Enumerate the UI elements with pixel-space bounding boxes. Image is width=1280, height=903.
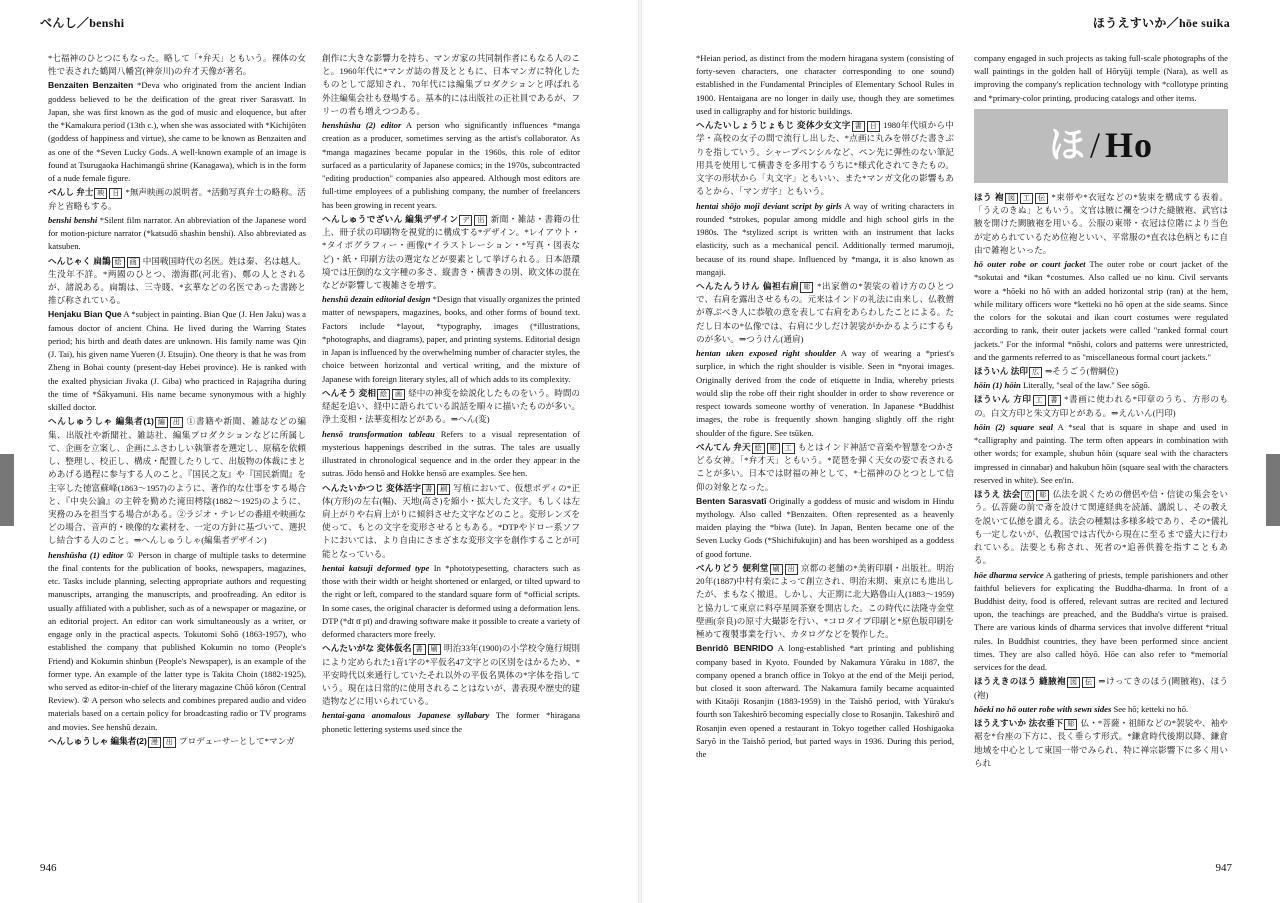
dictionary-entry bbox=[696, 280, 954, 346]
dictionary-entry bbox=[48, 415, 306, 547]
field-label-badge: デ bbox=[459, 215, 472, 226]
entry-headword: hentai-gana anomalous Japanese syllabary bbox=[322, 710, 490, 721]
entry-headword: hōe dharma service bbox=[974, 569, 1044, 580]
dictionary-entry bbox=[696, 562, 954, 641]
entry-headword: ほうえすいか 法衣垂下 bbox=[974, 718, 1064, 729]
dictionary-entry bbox=[696, 495, 954, 561]
dictionary-entry bbox=[48, 255, 306, 308]
dictionary-entry bbox=[322, 52, 580, 118]
entry-definition: *七福神のひとつにもなった。略して「*弁天」ともいう。裸体の女性で表された鶴岡八幡宮(神奈川)の弁才天像が著名。 bbox=[48, 53, 306, 77]
dictionary-entry bbox=[322, 293, 580, 386]
entry-definition: Refers to a visual representation of mysterious happenings described in the sutras. The tales are usually illustrated in chronological sequence and in the order they appear in the sutras. Jōdo hensō and Hokke hensō are examples. See hen. bbox=[322, 428, 580, 479]
section-header-ho bbox=[974, 109, 1228, 183]
entry-headword: hentai shōjo moji deviant script by girls bbox=[696, 200, 842, 211]
field-label-badge: 絵 bbox=[112, 257, 125, 268]
entry-definition: ⇒けってきのほう(闕腋袍)、ほう(袍) bbox=[974, 676, 1228, 700]
field-label-badge: 日 bbox=[867, 121, 880, 132]
right-page bbox=[640, 0, 1280, 903]
entry-headword: へんしゅうでざいん 編集デザイン bbox=[322, 213, 459, 224]
entry-definition: 1980年代頃から中学・高校の女子の間で流行し出した、*点画に丸みを帯びた書きぶりを指していう。シャープペンシルなど、ペン先に弾性のない筆記用具を使用して横書きを多用するうちに*様式化されてきたもの。文字の形状から「丸文字」ともいい、また*マンガ文化の影響もあるとから、「マンガ字」ともいう。 bbox=[696, 120, 954, 197]
field-label-badge: 出 bbox=[474, 215, 487, 226]
entry-headword: Benridō BENRIDO bbox=[696, 643, 774, 654]
entry-headword: hōeki no hō outer robe with sewn sides bbox=[974, 703, 1112, 714]
field-label-badge: 刷 bbox=[770, 564, 783, 575]
column-top-entries bbox=[974, 52, 1228, 105]
entry-headword: hensō transformation tableau bbox=[322, 428, 435, 439]
dictionary-entry bbox=[974, 717, 1228, 770]
left-page-number: 946 bbox=[40, 862, 57, 874]
entry-headword: benshi benshi bbox=[48, 214, 98, 225]
entry-headword: へんじゃく 扁鵲 bbox=[48, 255, 111, 266]
field-label-badge: 彫 bbox=[767, 443, 780, 454]
dictionary-entry bbox=[322, 482, 580, 561]
entry-definition: 仏・*菩薩・祖師などの*袈裟や、袖や裾を*台座の下方に、長く垂らす形式。*鎌倉時代後期以降、鎌倉地域を中心として東国一帯でみられ、特に禅宗影響下に多く用いられ bbox=[974, 718, 1228, 768]
dictionary-entry bbox=[696, 52, 954, 118]
entry-definition: Literally, "seal of the law." See sōgō. bbox=[1020, 380, 1150, 391]
entry-definition: *無声映画の説明者。*活動写真弁士の略称。活弁と省略もする。 bbox=[48, 187, 306, 211]
entry-definition: もとはインド神話で音楽や智慧をつかさどる女神。「*弁才天」ともいう。*琵琶を弾く天女の姿で表されることが多い。日本では財福の神として、*七福神のひとつとして信仰の対象となった。 bbox=[696, 441, 954, 492]
entry-definition: 経中の神変を絵説化したものをいう。時間の経起を追い、経中に語られている説話を順々に描いたものが多い。浄土変相・法華変相などがある。⇒へん(変) bbox=[322, 387, 580, 425]
entry-definition: *Deva who originated from the ancient Indian goddess believed to be the deification of the great river Sarasvatī. In Japan, she was first known as the god of music and eloquence, but after the *Kamakura period (13th c.), when she was associated with *Kichijōten (goddess of happiness and virtue), she came to be known as Benzaiten and as one of the *Seven Lucky Gods. A well-known example of an image is found at Tsurugaoka Hachimangū shrine (Kanagawa), which is in the form of a nude female figure. bbox=[48, 80, 306, 184]
field-label-badge: 画 bbox=[392, 389, 405, 400]
field-label-badge: 書 bbox=[1048, 395, 1061, 406]
dictionary-entry bbox=[696, 642, 954, 761]
entry-headword: ほう 袍 bbox=[974, 191, 1004, 202]
entry-headword: hentai katsuji deformed type bbox=[322, 562, 430, 573]
entry-definition: *Design that visually organizes the printed matter of newspapers, magazines, books, and other forms of bound text. Factors include *layout, *typography, images (*illustrations, *photographs, and diagrams), paper, and printing systems. Editorial design in Japan is influenced by the overwhelming number of character styles, the choice between horizontal and vertical writing, and the mixture of Japanese with foreign literary styles, all of which adds to its complexity. bbox=[322, 294, 580, 384]
field-label-badge: 工 bbox=[782, 443, 795, 454]
right-column-1 bbox=[696, 52, 954, 844]
entry-definition: The outer robe or court jacket of the *sokutai and *ikan *costumes. Also called ue no kinu. Civil servants wore a *hōeki no hō with an added horizontal strip (ran) at the hem, while military officers wore *ketteki no hō open at the side seams. Since the colors for the sokutai and ikan court costumes were regulated according to rank, their outer jackets were called "ranked formal court jackets." For the informal *nōshi, colors and patterns were unrestricted, and the garments referred to as "miscellaneous formal court jackets." bbox=[974, 259, 1228, 362]
entry-headword: へんしゅうしゃ 編集者(2) bbox=[48, 735, 147, 746]
right-page-number: 947 bbox=[1215, 862, 1232, 874]
left-column-2 bbox=[322, 52, 580, 844]
dictionary-entry bbox=[322, 387, 580, 427]
field-label-badge: 刷 bbox=[428, 644, 441, 655]
field-label-badge: 映 bbox=[94, 188, 107, 199]
entry-headword: hōin (1) hōin bbox=[974, 380, 1021, 391]
entry-definition: A way of wearing a *priest's surplice, in which the right shoulder is visible. Seen in *nyorai images. Originally derived from the code of etiquette in India, whereby priests would slip the robe off their right shoulder in order to show reverence or respect towards someone worthy of veneration. In Japanese *Buddhist images, the robe is frequently shown hanging slightly off the right shoulder of the figure. See tsūken. bbox=[696, 348, 954, 438]
entry-definition: 京都の老舗の*美術印刷・出版社。明治20年(1887)中村有楽によって創立され、明治末期、東京にも進出したが、まもなく撤退。しかし、大正期に北大路魯山人(1883～1959)と協力して東京に料亭星岡茶寮を開店した。この時代に法隆寺金堂壁画(奈良)の原寸大撮影を行い、*コロタイプ印刷と*原色版印刷を極めて複製事業を行い、カタログなどを製作した。 bbox=[696, 562, 954, 640]
field-label-badge: 画 bbox=[127, 257, 140, 268]
entry-definition: *Silent film narrator. An abbreviation of the Japanese word for motion-picture narrator (*katsudō shashin benshi). Also abbreviated as katsuben. bbox=[48, 214, 306, 252]
dictionary-entry bbox=[322, 119, 580, 212]
dictionary-entry bbox=[974, 393, 1228, 419]
dictionary-entry bbox=[48, 52, 306, 78]
entry-headword: henshūsha (2) editor bbox=[322, 120, 402, 131]
field-label-badge: 編 bbox=[155, 417, 168, 428]
field-label-badge: 図 bbox=[1067, 677, 1080, 688]
entry-headword: べんてん 弁天 bbox=[696, 441, 751, 452]
dictionary-entry bbox=[974, 569, 1228, 675]
entry-headword: Benzaiten Benzaiten bbox=[48, 80, 134, 91]
left-column-1 bbox=[48, 52, 306, 844]
field-label-badge: 書 bbox=[852, 121, 865, 132]
field-label-badge: 広 bbox=[1021, 490, 1034, 501]
dictionary-entry bbox=[48, 186, 306, 212]
field-label-badge: 伝 bbox=[1035, 193, 1048, 204]
left-running-head: べんし／benshi bbox=[40, 16, 125, 30]
field-label-badge: 書 bbox=[422, 484, 435, 495]
section-header-kana: ほ bbox=[1048, 125, 1086, 166]
entry-definition: See hō; ketteki no hō. bbox=[1111, 703, 1189, 714]
entry-definition: 創作に大きな影響力を持ち、マンガ家の共同制作者にもなる人のこと。1960年代に*マンガ誌の普及とともに、日本マンガに特化したものとして認知され、70年代には編集プロダクションと呼ばれる外注編集会社も登場する。基本的には出版社の正社員であるが、フリーの者も増えつつある。 bbox=[322, 53, 580, 116]
entry-headword: Benten Sarasvatī bbox=[696, 495, 767, 506]
entry-definition: A long-established *art printing and publishing company based in Kyoto. Founded by Nakamura Yūraku in 1887, the company opened a branch office in Tokyo at the end of the Meiji period, but closed it soon afterward. The Nakamura family became acquainted with Kitaōji Rosanjin (1883-1959) in the Taishō period, with Yūraku's fourth son Takeshirō becoming especially close to Rosanjin. Takeshirō and Rosanjin even opened a restaurant in Tokyo together called Hoshigaoka Saryō in the Taishō period, but parted ways in 1936. During this period, the bbox=[696, 643, 954, 760]
right-thumb-index-tab bbox=[1266, 454, 1280, 526]
entry-definition: A way of writing characters in rounded *strokes, popular among middle and high school girls in the 1980s. The *stylized script is written with an instrument that lacks elasticity, such as a mechanical pencil. Additionally termed marumoji, because of its round shape. Influenced by *manga, it is also known as mangaji. bbox=[696, 200, 954, 277]
entry-definition: The former *hiragana phonetic lettering systems used since the bbox=[322, 710, 580, 734]
field-label-badge: 彫 bbox=[1036, 490, 1049, 501]
right-running-head: ほうえすいか／hōe suika bbox=[1092, 16, 1230, 30]
dictionary-entry bbox=[974, 258, 1228, 364]
entry-headword: べんりどう 便利堂 bbox=[696, 562, 769, 573]
field-label-badge: 彫 bbox=[800, 282, 813, 293]
dictionary-entry bbox=[48, 735, 306, 748]
field-label-badge: 伝 bbox=[1082, 677, 1095, 688]
dictionary-entry bbox=[322, 213, 580, 292]
entry-headword: henshū dezain editorial design bbox=[322, 294, 431, 305]
dictionary-entry bbox=[322, 709, 580, 735]
dictionary-entry bbox=[974, 421, 1228, 487]
entry-definition: ⇒そうごう(僧綱位) bbox=[1042, 365, 1119, 376]
field-label-badge: 出 bbox=[170, 417, 183, 428]
entry-definition: 写植において、仮想ボディの*正体(方形)の左右(幅)、天地(高さ)を縮小・拡大した文字。もしくは左肩上がりや右肩上がりに傾斜させた文字などのこと。変形レンズを使って、もとの文字を変形させるともある。*DTPやドロー系ソフトにおいては、より自由にさまざまな変形文字を創作することが可能となっている。 bbox=[322, 482, 580, 559]
dictionary-entry bbox=[696, 347, 954, 440]
field-label-badge: 図 bbox=[1005, 193, 1018, 204]
field-label-badge: 工 bbox=[1033, 395, 1046, 406]
field-label-badge: 漫 bbox=[148, 737, 161, 748]
field-label-badge: 出 bbox=[785, 564, 798, 575]
dictionary-entry bbox=[322, 642, 580, 708]
entry-headword: へんたいかつじ 変体活字 bbox=[322, 482, 422, 493]
section-header-slash: / bbox=[1089, 125, 1101, 166]
entry-definition: A gathering of priests, temple parishioners and other faithful believers for explicating the Buddha-dharma. In front of a Buddhist deity, food is offered, relevant sutras are recited and lectured upon, the teachings are preached, and the Buddha's virtue is praised. There are various kinds of dharma services that involve different *ritual rules. In Buddhist countries, they have been performed since ancient times. They are also called hōyō. Hōe can also refer to *memorial services for the dead. bbox=[974, 569, 1228, 673]
entry-definition: 中国戦国時代の名医。姓は秦、名は越人。生没年不詳。*两國のひとつ、渤海郡(河北省)、鄭の人とされるが、諸説ある。扁鵲は、三寺賤、*玄華などの名医であった書跡と推び称されている。 bbox=[48, 255, 306, 306]
entry-headword: へんそう 変相 bbox=[322, 387, 376, 398]
dictionary-entry bbox=[48, 214, 306, 254]
entry-definition: *Heian period, as distinct from the modern hiragana system (consisting of forty-seven characters, one character corresponding to one sound) established in the Fundamental Principles of Elementary School Rules in 1900. Hentaigana are no longer in daily use, though they are sometimes used in calligraphy and for historic buildings. bbox=[696, 53, 954, 116]
entry-definition: company engaged in such projects as taking full-scale photographs of the wall paintings in the golden hall of Hōryūji temple (Nara), as well as improving the company's replication technology with *collotype printing and *primary-color printing, producing catalogs and other items. bbox=[974, 53, 1228, 103]
field-label-badge: 書 bbox=[413, 644, 426, 655]
entry-headword: ほうえ 法会 bbox=[974, 489, 1021, 500]
entry-definition: A person who significantly influences *manga creation as a producer, sometimes serving as the artist's collaborator. As *manga magazines became popular in the 1960s, this role of editor surfaced as a particularity of Japanese comics; in the 1970s, subcontracted "editing production" companies also appeared. Although most editors are full-time employees of a publishing company, the number of freelancers has been growing in recent years. bbox=[322, 120, 580, 210]
entry-headword: へんたいがな 変体仮名 bbox=[322, 643, 412, 654]
entry-headword: べんし 弁士 bbox=[48, 187, 94, 198]
entry-definition: 明治33年(1900)の小学校令施行規則により定められた1音1字の*平仮名47文字との区別をはかるため、*平安時代以来通行していたそれ以外の平仮名異体の*字体を指していう。現在は日常的に使用されることはないが、書表現や歴史的建造物などに用いられている。 bbox=[322, 643, 580, 707]
dictionary-entry bbox=[974, 191, 1228, 257]
dictionary-entry bbox=[322, 562, 580, 641]
dictionary-entry bbox=[48, 79, 306, 185]
entry-headword: ほういん 方印 bbox=[974, 394, 1032, 405]
field-label-badge: 絵 bbox=[752, 443, 765, 454]
dictionary-entry bbox=[974, 379, 1228, 392]
entry-headword: hōin (2) square seal bbox=[974, 421, 1053, 432]
dictionary-entry bbox=[974, 703, 1228, 716]
entry-headword: henshūsha (1) editor bbox=[48, 549, 124, 560]
entry-definition: *出家僧の*袈裟の着け方のひとつで、右肩を露出させるもの。元来はインドの礼法に由来し、仏教僧が尊ぶべき人に恭敬の意を表して右肩をあらわしたことによる。ただし日本の*仏像では、右肩に少しだけ袈裟がかかるようにするものが多い。⇒つうけん(通肩) bbox=[696, 280, 954, 344]
entry-headword: Henjaku Bian Que bbox=[48, 309, 122, 320]
left-thumb-index-tab bbox=[0, 454, 14, 526]
entry-definition: ①書籍や新聞、雑誌などの編集、出版社や新聞社、雑誌社、編集プロダクションなどに所属して、企画を立案し、企画にふさわしい執筆者を選定し、原稿を依頼し、整理し、校正し、構成・配置したりして、出版物の体裁にまとめあげる過程に参与する人のこと。『国民之友』や『国民新聞』を主宰した徳富蘇峰(1863～1957)のように、著作的な仕事をする場合と、『中央公論』の主幹を勤めた滝田樗陰(1882～1925)のように、実務のみを担当する場合がある。②ラジオ・テレビの番組や映画などの場合、音声的・映像的な素材を、一定の方針に基づいて、選択し結合する人のこと。⇒へんしゅうしゃ(編集者デザイン) bbox=[48, 416, 306, 546]
dictionary-entry bbox=[696, 200, 954, 279]
field-label-badge: 広 bbox=[1029, 367, 1042, 378]
entry-headword: ほういん 法印 bbox=[974, 365, 1028, 376]
entry-definition: ① Person in charge of multiple tasks to determine the final contents for the publication of books, newspapers, magazines, etc. Tasks include planning, selecting appropriate authors and requesting manuscripts, arranging the manuscripts, and proofreading. An editor is usually affiliated with a publisher, such as of a newspaper or magazine, or an editorial project. An editor can work simultaneously as a writer, or engage only in the practical aspects. Tokutomi Sohō (1863-1957), who established the company that published Kokumin no tomo (People's Friend) and Kokumin shinbun (People's Newspaper), is an example of the former type. An example of the latter type is Takita Choin (1882-1925), who served as editor-in-chief of the literary magazine Chūō kōron (Central Review). ② A person who selects and combines prepared audio and video materials based on a certain policy for broadcasting radio or TV programs and movies. See henshū dezain. bbox=[48, 549, 306, 732]
field-label-badge: 工 bbox=[1020, 193, 1033, 204]
entry-headword: hentan uken exposed right shoulder bbox=[696, 348, 836, 359]
entry-definition: プロデューサーとして*マンガ bbox=[176, 735, 295, 746]
entry-definition: In *phototypesetting, characters such as those with their width or height shortened or enlarged, or tilted upward to the right or left, compared to the standard square form of *official scripts. In some cases, the original character is deformed using a deformation lens. DTP (*dī tī pī) and drawing software make it possible to create a variety of deformed characters more freely. bbox=[322, 562, 580, 640]
dictionary-entry bbox=[696, 441, 954, 494]
dictionary-entry bbox=[974, 488, 1228, 567]
dictionary-entry bbox=[48, 308, 306, 414]
dictionary-entry bbox=[48, 549, 306, 734]
entry-definition: 新聞・雑誌・書籍の仕上、冊子状の印刷物を視覚的に構成する*デザイン。*レイアウト・*タイポグラフィー・画像(*イラストレーション・*写真・図表など)・紙・印刷方法の選定などが要素として挙げられる。日本語環境では圧倒的な文字種の多さ、縦書き・横書きの別、欧文体の混在などが影響して複雑さを増す。 bbox=[322, 213, 580, 290]
field-label-badge: 出 bbox=[163, 737, 176, 748]
entry-definition: Originally a goddess of music and wisdom in Hindu mythology. Also called *Benzaiten. Often represented as a heavenly maiden playing the *biwa (lute). In Japan, Benten became one of the Seven Lucky Gods (*Shichifukujin) and has been worshiped as a goddess of good fortune. bbox=[696, 495, 954, 559]
entry-definition: *書画に使われる*印章のうち、方形のもの。白文方印と朱文方印とがある。⇒えんいん(円印) bbox=[974, 394, 1228, 418]
entry-definition: 仏法を説くための僧侶や信・信徒の集会をいう。仏菩薩の前で斎を設けて関連経典を読誦、講説し、その教えを説いて仏徳を讃える。法会の種類は多様多岐であり、その*儀礼も一定しないが、仏教国では古代から現在に至るまで盛大に行われている。法要とも称され、死者の*追善供養を指すこともある。 bbox=[974, 489, 1228, 566]
entry-headword: hō outer robe or court jacket bbox=[974, 259, 1086, 270]
column-bottom-entries bbox=[974, 191, 1228, 770]
field-label-badge: 日 bbox=[109, 188, 122, 199]
entry-headword: ほうえきのほう 縫腋袍 bbox=[974, 676, 1066, 687]
dictionary-entry bbox=[974, 52, 1228, 105]
section-header-roman: Ho bbox=[1105, 125, 1154, 166]
entry-definition: A *seal that is square in shape and used in *calligraphy and painting. The term often appears in combination with other words; for example, shubun hōin (square seal with the characters impressed in cinnabar) and hakubun hōin (square seal with the characters reserved in white). See en'in. bbox=[974, 421, 1228, 485]
field-label-badge: 絵 bbox=[377, 389, 390, 400]
entry-definition: *束帯や*衣冠などの*装束を構成する表着。「うえのきぬ」ともいう。文官は腋に襴をつけた縫腋袍、武官は腋を開けた闕腋袍を用いる。公服の東帯・衣冠は位階により当色が定められているため位袍といい、平常服の*直衣は色柄ともに自由で雑袍といった。 bbox=[974, 191, 1228, 255]
entry-headword: へんたんうけん 偏袒右肩 bbox=[696, 280, 800, 291]
dictionary-entry bbox=[974, 365, 1228, 378]
dictionary-entry bbox=[322, 428, 580, 481]
entry-headword: へんたいしょうじょもじ 変体少女文字 bbox=[696, 120, 851, 131]
right-column-2 bbox=[974, 52, 1228, 844]
dictionary-entry bbox=[974, 675, 1228, 701]
entry-definition: A *subject in painting. Bian Que (J. Hen Jaku) was a famous doctor of ancient China. He lived during the Warring States period; his birth and death dates are unknown. His family name was Qin (J. Tai), his given name Yueren (J. Etsujin). One theory is that he was from Zheng in Bohai county (present-day Hebei province). He is ranked with the exalted physician Jivaka (J. Giba) who practiced in Rajagriha during the time of *Śākyamuni. His name became synonymous with a highly skilled doctor. bbox=[48, 309, 306, 413]
dictionary-entry bbox=[696, 119, 954, 198]
entry-headword: へんしゅうしゃ 編集者(1) bbox=[48, 416, 154, 427]
field-label-badge: 彫 bbox=[1064, 719, 1077, 730]
field-label-badge: 刷 bbox=[437, 484, 450, 495]
